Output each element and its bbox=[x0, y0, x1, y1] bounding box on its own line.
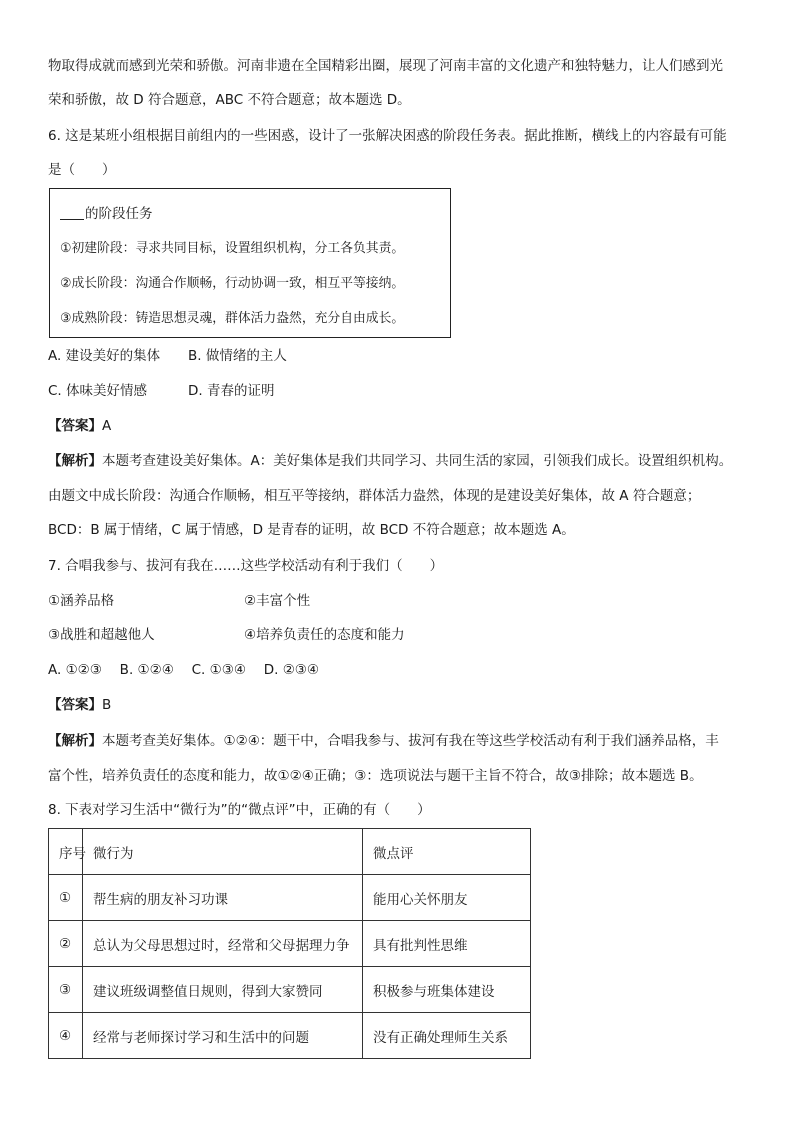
table-row bbox=[49, 875, 531, 921]
question-8-stem: 8. 下表对学习生活中“微行为”的“微点评”中，正确的有（ ） bbox=[48, 802, 431, 818]
analysis-6 bbox=[48, 451, 732, 471]
question-7-item: ①涵养品格 bbox=[48, 593, 115, 609]
table-cell: 总认为父母思想过时，经常和父母据理力争 bbox=[83, 921, 363, 967]
option-a: A. 建设美好的集体 bbox=[48, 348, 161, 364]
table-cell: 没有正确处理师生关系 bbox=[363, 1013, 531, 1059]
table-cell: ④ bbox=[49, 1013, 83, 1059]
box-item: ②成长阶段：沟通合作顺畅，行动协调一致，相互平等接纳。 bbox=[60, 276, 405, 291]
answer-label: 【答案】 bbox=[48, 697, 102, 713]
table-header-cell: 序号 bbox=[49, 829, 83, 875]
answer-6 bbox=[48, 416, 111, 436]
question-7-item: ④培养负责任的态度和能力 bbox=[244, 627, 405, 643]
question-6-stem-cont: 是（ ） bbox=[48, 162, 116, 178]
table-cell: ① bbox=[49, 875, 83, 921]
answer-value: A bbox=[102, 418, 112, 434]
analysis-text: 本题考查建设美好集体。A：美好集体是我们共同学习、共同生活的家园，引领我们成长。设置组织机构。 bbox=[102, 453, 733, 469]
table-cell: ③ bbox=[49, 967, 83, 1013]
text-line: 荣和骄傲，故 D 符合题意，ABC 不符合题意；故本题选 D。 bbox=[48, 92, 411, 108]
analysis-label: 【解析】 bbox=[48, 733, 102, 749]
table-cell: 能用心关怀朋友 bbox=[363, 875, 531, 921]
analysis-6-line3: BCD：B 属于情绪，C 属于情感，D 是青春的证明，故 BCD 不符合题意；故本题选 A。 bbox=[48, 522, 575, 538]
table-cell: 具有批判性思维 bbox=[363, 921, 531, 967]
analysis-7 bbox=[48, 731, 719, 751]
analysis-7-line2: 富个性，培养负责任的态度和能力，故①②④正确；③：选项说法与题干主旨不符合，故③排除；故本题选 B。 bbox=[48, 768, 703, 784]
table-row bbox=[49, 967, 531, 1013]
table-cell: 建议班级调整值日规则，得到大家赞同 bbox=[83, 967, 363, 1013]
box-item: ③成熟阶段：铸造思想灵魂，群体活力盎然，充分自由成长。 bbox=[60, 311, 405, 326]
box-title-text: 的阶段任务 bbox=[85, 206, 153, 222]
text-line: 物取得成就而感到光荣和骄傲。河南非遗在全国精彩出圈，展现了河南丰富的文化遗产和独特魅力，让人们感到光 bbox=[48, 58, 723, 74]
table-cell: 帮生病的朋友补习功课 bbox=[83, 875, 363, 921]
answer-7 bbox=[48, 695, 111, 715]
option-b: B. 做情绪的主人 bbox=[188, 348, 287, 364]
stage-task-box bbox=[49, 188, 451, 338]
analysis-6-line2: 由题文中成长阶段：沟通合作顺畅，相互平等接纳，群体活力盎然，体现的是建设美好集体，故 A 符合题意； bbox=[48, 488, 701, 504]
option-d: D. 青春的证明 bbox=[188, 383, 275, 399]
box-item: ①初建阶段：寻求共同目标，设置组织机构，分工各负其责。 bbox=[60, 241, 405, 256]
table-row bbox=[49, 921, 531, 967]
micro-behavior-table bbox=[48, 828, 531, 1059]
table-header-cell: 微点评 bbox=[363, 829, 531, 875]
question-6-stem: 6. 这是某班小组根据目前组内的一些困惑，设计了一张解决困惑的阶段任务表。据此推断，横线上的内容最有可能 bbox=[48, 128, 727, 144]
question-7-item: ②丰富个性 bbox=[244, 593, 311, 609]
analysis-text: 本题考查美好集体。①②④：题干中，合唱我参与、拔河有我在等这些学校活动有利于我们涵养品格，丰 bbox=[102, 733, 719, 749]
blank-line bbox=[60, 205, 84, 220]
question-7-stem: 7. 合唱我参与、拔河有我在……这些学校活动有利于我们（ ） bbox=[48, 558, 444, 574]
table-cell: ② bbox=[49, 921, 83, 967]
table-cell: 积极参与班集体建设 bbox=[363, 967, 531, 1013]
table-header-cell: 微行为 bbox=[83, 829, 363, 875]
table-header-row bbox=[49, 829, 531, 875]
box-title bbox=[60, 202, 153, 222]
analysis-label: 【解析】 bbox=[48, 453, 102, 469]
answer-value: B bbox=[102, 697, 112, 713]
table-row bbox=[49, 1013, 531, 1059]
option-c: C. 体味美好情感 bbox=[48, 383, 148, 399]
question-7-options: A. ①②③ B. ①②④ C. ①③④ D. ②③④ bbox=[48, 662, 320, 678]
table-cell: 经常与老师探讨学习和生活中的问题 bbox=[83, 1013, 363, 1059]
answer-label: 【答案】 bbox=[48, 418, 102, 434]
question-7-item: ③战胜和超越他人 bbox=[48, 627, 155, 643]
